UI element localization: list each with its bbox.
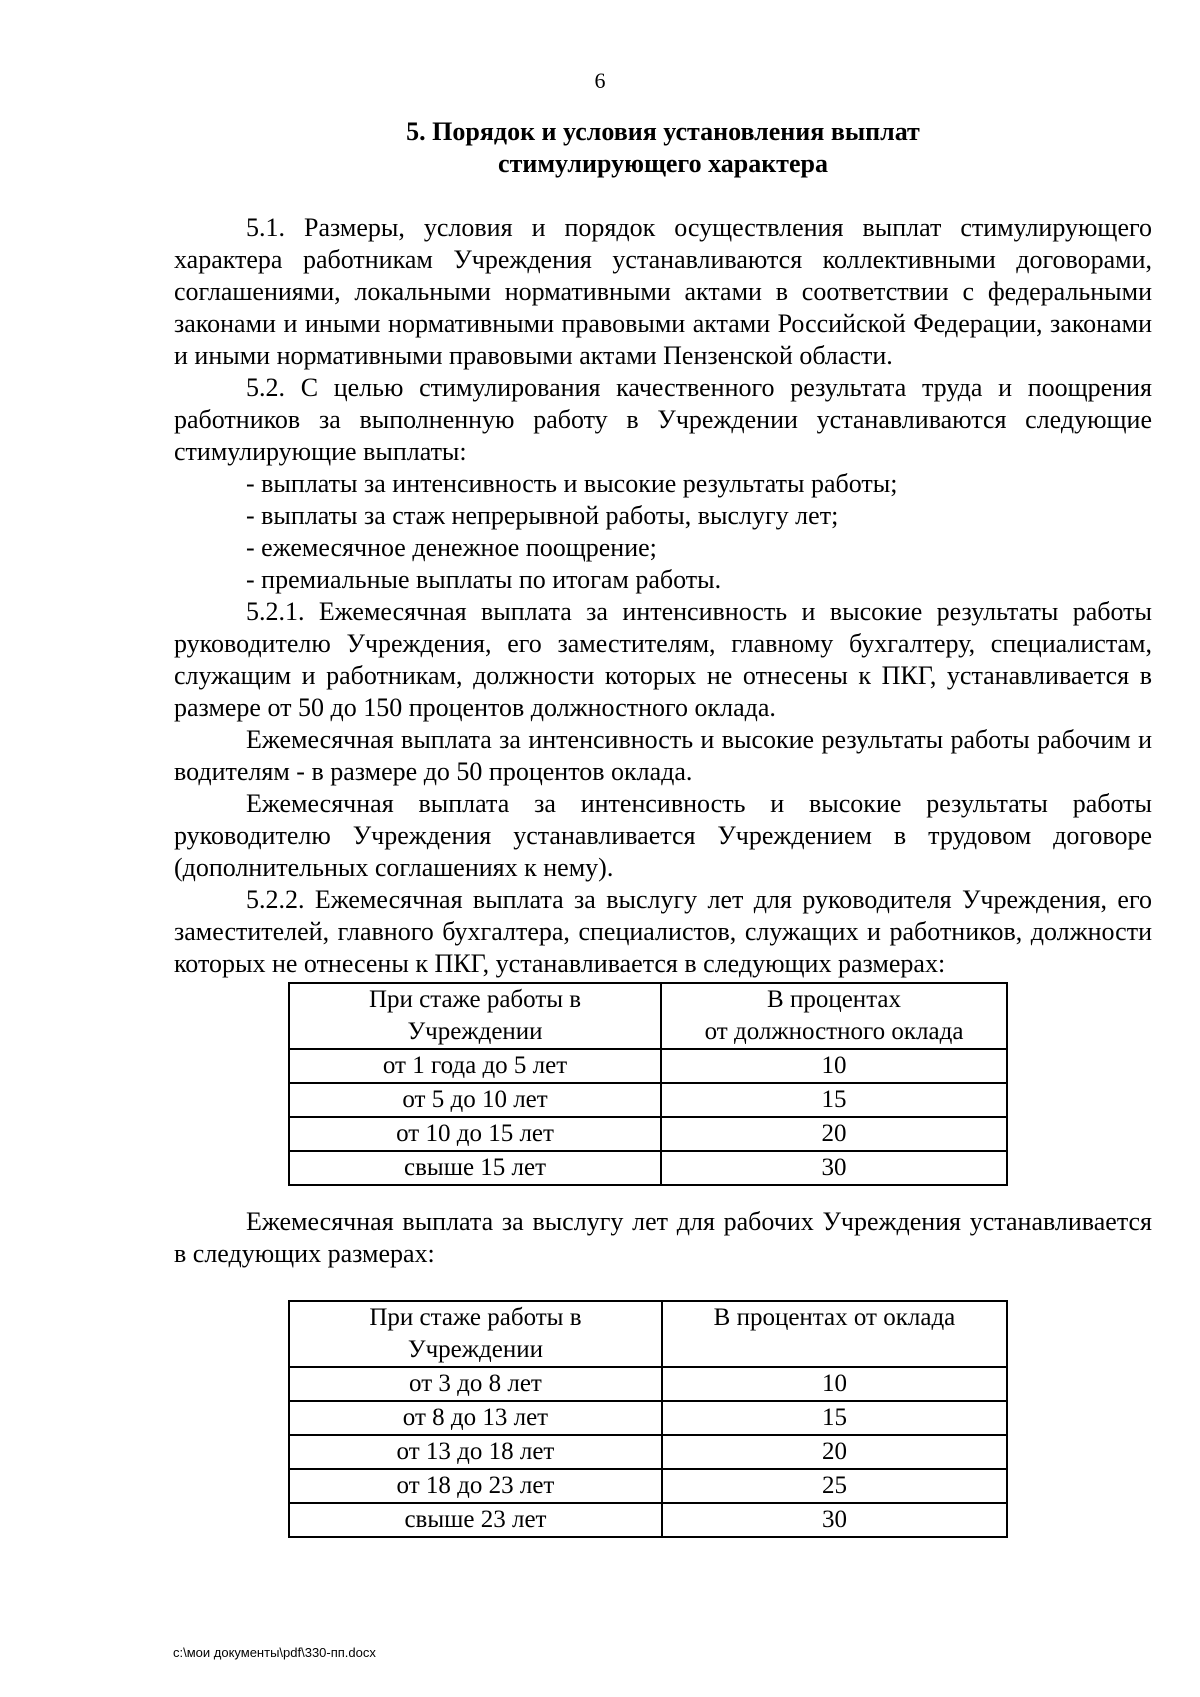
period-cell: от 1 года до 5 лет [289,1049,661,1083]
percent-cell: 25 [662,1469,1007,1503]
table-row [289,1435,1007,1469]
percent-cell: 10 [662,1367,1007,1401]
table-row [289,1503,1007,1537]
paragraph-5-2-1-director: Ежемесячная выплата за интенсивность и высокие результаты работы руководителю Учреждения устанавливается Учреждением в трудовом договоре (дополнительных соглашениях к нему). [174,789,1152,882]
period-cell: от 10 до 15 лет [289,1117,661,1151]
table-row [289,1401,1007,1435]
list-item: - премиальные выплаты по итогам работы. [246,565,722,594]
header-text: При стаже работы в [368,986,582,1013]
table-header-cell [289,1301,662,1367]
seniority-table-staff [288,982,1008,1186]
table-header-cell: В процентах от оклада [662,1301,1007,1367]
percent-cell: 30 [662,1503,1007,1537]
period-cell: свыше 15 лет [289,1151,661,1185]
percent-cell: 15 [661,1083,1007,1117]
paragraph-5-2-1-workers: Ежемесячная выплата за интенсивность и высокие результаты работы рабочим и водителям - в размере до 50 процентов оклада. [174,725,1152,786]
percent-cell: 15 [662,1401,1007,1435]
document-body [174,212,1152,1538]
list-item: - выплаты за стаж непрерывной работы, выслугу лет; [246,501,839,530]
paragraph-5-2: 5.2. С целью стимулирования качественного результата труда и поощрения работников за выполненную работу в Учреждении устанавливаются следующие стимулирующие выплаты: [174,373,1152,466]
paragraph-workers-seniority: Ежемесячная выплата за выслугу лет для рабочих Учреждения устанавливается в следующих размерах: [174,1207,1152,1268]
table-header-cell [661,983,1007,1049]
section-title-line-1: 5. Порядок и условия установления выплат [406,117,920,146]
seniority-table-workers [288,1300,1008,1538]
paragraph-5-1: 5.1. Размеры, условия и порядок осуществления выплат стимулирующего характера работникам Учреждения устанавливаются коллективными договорами, соглашениями, локальными нормативными актами в соответствии с федеральными законами и иными нормативными правовыми актами Российской Федерации, законами и иными нормативными правовыми актами Пензенской области. [174,213,1152,370]
list-item: - ежемесячное денежное поощрение; [246,533,657,562]
table-row [289,1367,1007,1401]
table-header-cell [289,983,661,1049]
percent-cell: 30 [661,1151,1007,1185]
header-text: от должностного оклада [704,1018,964,1045]
header-text: Учреждении [407,1336,544,1363]
page-number: 6 [594,68,606,93]
period-cell: от 18 до 23 лет [289,1469,662,1503]
table-row [289,1469,1007,1503]
period-cell: свыше 23 лет [289,1503,662,1537]
table-row [289,1049,1007,1083]
table-row [289,1083,1007,1117]
paragraph-5-2-1: 5.2.1. Ежемесячная выплата за интенсивность и высокие результаты работы руководителю Учреждения, его заместителям, главному бухгалтеру, специалистам, служащим и работникам, должности которых не отнесены к ПКГ, устанавливается в размере от 50 до 150 процентов должностного оклада. [174,597,1152,722]
table-header-row [289,1301,1007,1367]
footer-file-path: c:\мои документы\pdf\330-пп.docx [173,1645,376,1660]
percent-cell: 20 [662,1435,1007,1469]
period-cell: от 3 до 8 лет [289,1367,662,1401]
header-text: При стаже работы в [369,1304,582,1331]
header-text: В процентах [767,986,902,1013]
period-cell: от 5 до 10 лет [289,1083,661,1117]
period-cell: от 8 до 13 лет [289,1401,662,1435]
section-title [174,116,1152,180]
percent-cell: 10 [661,1049,1007,1083]
section-title-line-2: стимулирующего характера [498,149,828,178]
period-cell: от 13 до 18 лет [289,1435,662,1469]
list-item: - выплаты за интенсивность и высокие результаты работы; [246,469,898,498]
table-header-row [289,983,1007,1049]
percent-cell: 20 [661,1117,1007,1151]
table-row [289,1117,1007,1151]
table-row [289,1151,1007,1185]
paragraph-5-2-2: 5.2.2. Ежемесячная выплата за выслугу лет для руководителя Учреждения, его заместителей, главного бухгалтера, специалистов, служащих и работников, должности которых не отнесены к ПКГ, устанавливается в следующих размерах: [174,885,1152,978]
header-text: Учреждении [407,1018,543,1045]
